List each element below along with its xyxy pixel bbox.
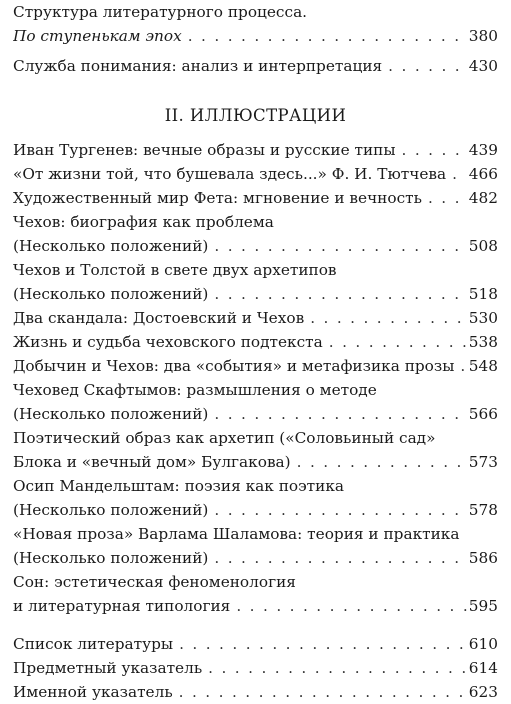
toc-leader-dots: [388, 54, 467, 78]
toc-entry-title: Блока и «вечный дом» Булгакова): [13, 453, 291, 471]
toc-entry-line: [13, 330, 498, 354]
toc-entry-line: [13, 210, 498, 234]
toc-end-section: [13, 632, 498, 704]
toc-entry-line: [13, 426, 498, 450]
toc-page-number: 439: [468, 141, 498, 159]
toc-leader-dots: [329, 330, 467, 354]
toc-page-number: 530: [468, 309, 498, 327]
toc-entry-line: [13, 474, 498, 498]
toc-entry-line: [13, 186, 498, 210]
toc-entry: [13, 378, 498, 426]
toc-entry-title: Предметный указатель: [13, 659, 203, 677]
toc-page-number: 508: [468, 237, 498, 255]
toc-entry-title: Чехов и Толстой в свете двух архетипов: [13, 261, 337, 279]
toc-entry-line: [13, 522, 498, 546]
toc-page-number: 614: [468, 659, 498, 677]
toc-entry: [13, 330, 498, 354]
toc-page-number: 623: [468, 683, 498, 701]
toc-entry-title: (Несколько положений): [13, 237, 209, 255]
toc-page-number: 466: [468, 165, 498, 183]
toc-leader-dots: [310, 306, 467, 330]
toc-entry: [13, 354, 498, 378]
toc-entry-title: Служба понимания: анализ и интерпретация: [13, 57, 383, 75]
toc-entry-title: «От жизни той, что бушевала здесь...» Ф. И. Тютчева: [13, 165, 447, 183]
toc-entry-title: Иван Тургенев: вечные образы и русские типы: [13, 141, 396, 159]
toc-entry: [13, 0, 498, 48]
toc-entry-title: Добычин и Чехов: два «события» и метафизика прозы: [13, 357, 455, 375]
toc-entry-title: (Несколько положений): [13, 405, 209, 423]
toc-page-number: 430: [468, 57, 498, 75]
toc-leader-dots: [428, 186, 467, 210]
toc-entry-title: Список литературы: [13, 635, 174, 653]
toc-page-number: 380: [468, 27, 498, 45]
toc-entry: [13, 162, 498, 186]
toc-entry: [13, 210, 498, 258]
toc-entry-line: [13, 402, 498, 426]
toc-entry-line: [13, 258, 498, 282]
toc-entry: [13, 474, 498, 522]
toc-leader-dots: [214, 282, 466, 306]
toc-entry-line: [13, 354, 498, 378]
toc-page-number: 548: [468, 357, 498, 375]
toc-entry: [13, 426, 498, 474]
toc-page-number: 595: [468, 597, 498, 615]
toc-entry: [13, 306, 498, 330]
toc-entry: [13, 570, 498, 618]
toc-entry-line: [13, 306, 498, 330]
toc-leader-dots: [214, 402, 466, 426]
toc-entry-subtitle: По ступенькам эпох: [13, 27, 182, 45]
section-heading: II. ИЛЛЮСТРАЦИИ: [164, 106, 347, 125]
toc-entry-title: Два скандала: Достоевский и Чехов: [13, 309, 305, 327]
toc-leader-dots: [460, 354, 466, 378]
toc-leader-dots: [188, 24, 467, 48]
toc-entry-line: [13, 656, 498, 680]
toc-intro-section: [13, 0, 498, 78]
toc-entry-line: [13, 450, 498, 474]
toc-entry: [13, 54, 498, 78]
toc-entry-title: (Несколько положений): [13, 285, 209, 303]
toc-entry: [13, 522, 498, 570]
toc-entry: [13, 138, 498, 162]
toc-entry-title: «Новая проза» Варлама Шаламова: теория и практика: [13, 525, 460, 543]
toc-entry-line: [13, 680, 498, 704]
toc-entry-line: [13, 282, 498, 306]
toc-leader-dots: [208, 656, 467, 680]
toc-entry-line: [13, 138, 498, 162]
toc-entry-title: Чехов: биография как проблема: [13, 213, 274, 231]
toc-page-number: 518: [468, 285, 498, 303]
toc-page-number: 586: [468, 549, 498, 567]
toc-leader-dots: [214, 234, 466, 258]
toc-leader-dots: [214, 498, 466, 522]
toc-entry-line: [13, 546, 498, 570]
toc-entry-line: [13, 234, 498, 258]
toc-entry-line: [13, 0, 498, 24]
toc-entry: [13, 680, 498, 704]
toc-entry-line: [13, 632, 498, 656]
toc-leader-dots: [179, 632, 467, 656]
toc-page-number: 573: [468, 453, 498, 471]
toc-entry-line: [13, 498, 498, 522]
toc-leader-dots: [236, 594, 466, 618]
toc-entry-title: и литературная типология: [13, 597, 231, 615]
toc-entry: [13, 656, 498, 680]
toc-entry-title: Жизнь и судьба чеховского подтекста: [13, 333, 323, 351]
toc-leader-dots: [297, 450, 467, 474]
toc-entry-title: Чеховед Скафтымов: размышления о методе: [13, 381, 377, 399]
toc-leader-dots: [452, 162, 467, 186]
toc-entry: [13, 632, 498, 656]
toc-entry-title: (Несколько положений): [13, 549, 209, 567]
section-spacer: [13, 618, 498, 632]
toc-page-number: 566: [468, 405, 498, 423]
toc-entry-title: Сон: эстетическая феноменология: [13, 573, 296, 591]
toc-entry-line: [13, 570, 498, 594]
toc-entry-title: Структура литературного процесса.: [13, 3, 308, 21]
toc-entry-title: (Несколько положений): [13, 501, 209, 519]
toc-entry-line: [13, 162, 498, 186]
toc-entry: [13, 186, 498, 210]
toc-page-number: 482: [468, 189, 498, 207]
toc-entry: [13, 258, 498, 306]
toc-entry-line: [13, 378, 498, 402]
toc-leader-dots: [214, 546, 466, 570]
toc-entry-title: Именной указатель: [13, 683, 173, 701]
toc-entry-line: [13, 594, 498, 618]
toc-page-number: 578: [468, 501, 498, 519]
toc-entry-line: [13, 24, 498, 48]
toc-entry-title: Осип Мандельштам: поэзия как поэтика: [13, 477, 345, 495]
toc-page-number: 610: [468, 635, 498, 653]
toc-illustrations-section: [13, 138, 498, 618]
toc-page-number: 538: [468, 333, 498, 351]
toc-entry-title: Поэтический образ как архетип («Соловьиный сад»: [13, 429, 436, 447]
toc-entry-line: [13, 54, 498, 78]
toc-leader-dots: [179, 680, 467, 704]
toc-leader-dots: [402, 138, 467, 162]
toc-entry-title: Художественный мир Фета: мгновение и вечность: [13, 189, 422, 207]
